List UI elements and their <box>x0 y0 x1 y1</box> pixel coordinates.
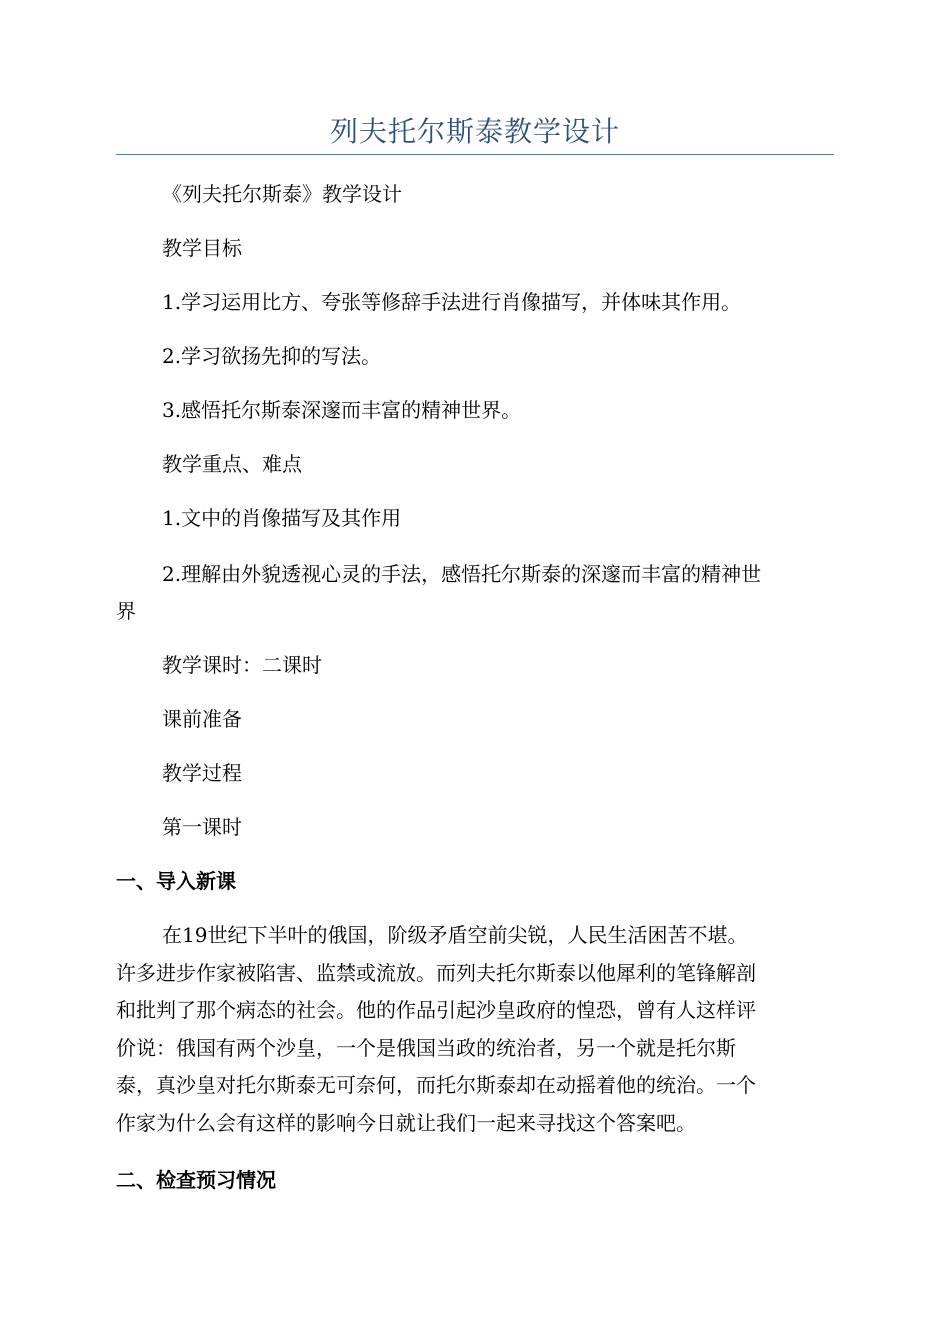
focus-item-1: 1.文中的肖像描写及其作用 <box>162 506 402 530</box>
document-title: 列夫托尔斯泰教学设计 <box>329 115 620 148</box>
section-2-heading: 二、检查预习情况 <box>116 1168 276 1192</box>
objective-item-1: 1.学习运用比方、夸张等修辞手法进行肖像描写，并体味其作用。 <box>162 290 742 314</box>
objectives-heading: 教学目标 <box>162 236 242 260</box>
objective-item-3: 3.感悟托尔斯泰深邃而丰富的精神世界。 <box>162 398 522 422</box>
section-1-line-5: 泰，真沙皇对托尔斯泰无可奈何，而托尔斯泰却在动摇着他的统治。一个 <box>116 1073 756 1097</box>
focus-item-2-line-1: 2.理解由外貌透视心灵的手法，感悟托尔斯泰的深邃而丰富的精神世 <box>162 562 762 586</box>
objective-item-2: 2.学习欲扬先抑的写法。 <box>162 344 382 368</box>
lesson-hours: 教学课时：二课时 <box>162 653 322 677</box>
first-lesson-heading: 第一课时 <box>162 815 242 839</box>
section-1-line-4: 价说：俄国有两个沙皇，一个是俄国当政的统治者，另一个就是托尔斯 <box>116 1036 736 1060</box>
process-heading: 教学过程 <box>162 761 242 785</box>
section-1-line-2: 许多进步作家被陷害、监禁或流放。而列夫托尔斯泰以他犀利的笔锋解剖 <box>116 961 756 985</box>
title-underline <box>116 154 834 155</box>
section-1-line-6: 作家为什么会有这样的影响今日就让我们一起来寻找这个答案吧。 <box>116 1111 696 1135</box>
section-1-line-3: 和批判了那个病态的社会。他的作品引起沙皇政府的惶恐，曾有人这样评 <box>116 998 756 1022</box>
document-subtitle: 《列夫托尔斯泰》教学设计 <box>162 182 402 206</box>
focus-heading: 教学重点、难点 <box>162 452 302 476</box>
preparation-heading: 课前准备 <box>162 707 242 731</box>
section-1-line-1: 在19世纪下半叶的俄国，阶级矛盾空前尖锐，人民生活困苦不堪。 <box>162 923 748 947</box>
focus-item-2-line-2: 界 <box>116 599 136 623</box>
section-1-heading: 一、导入新课 <box>116 869 236 893</box>
